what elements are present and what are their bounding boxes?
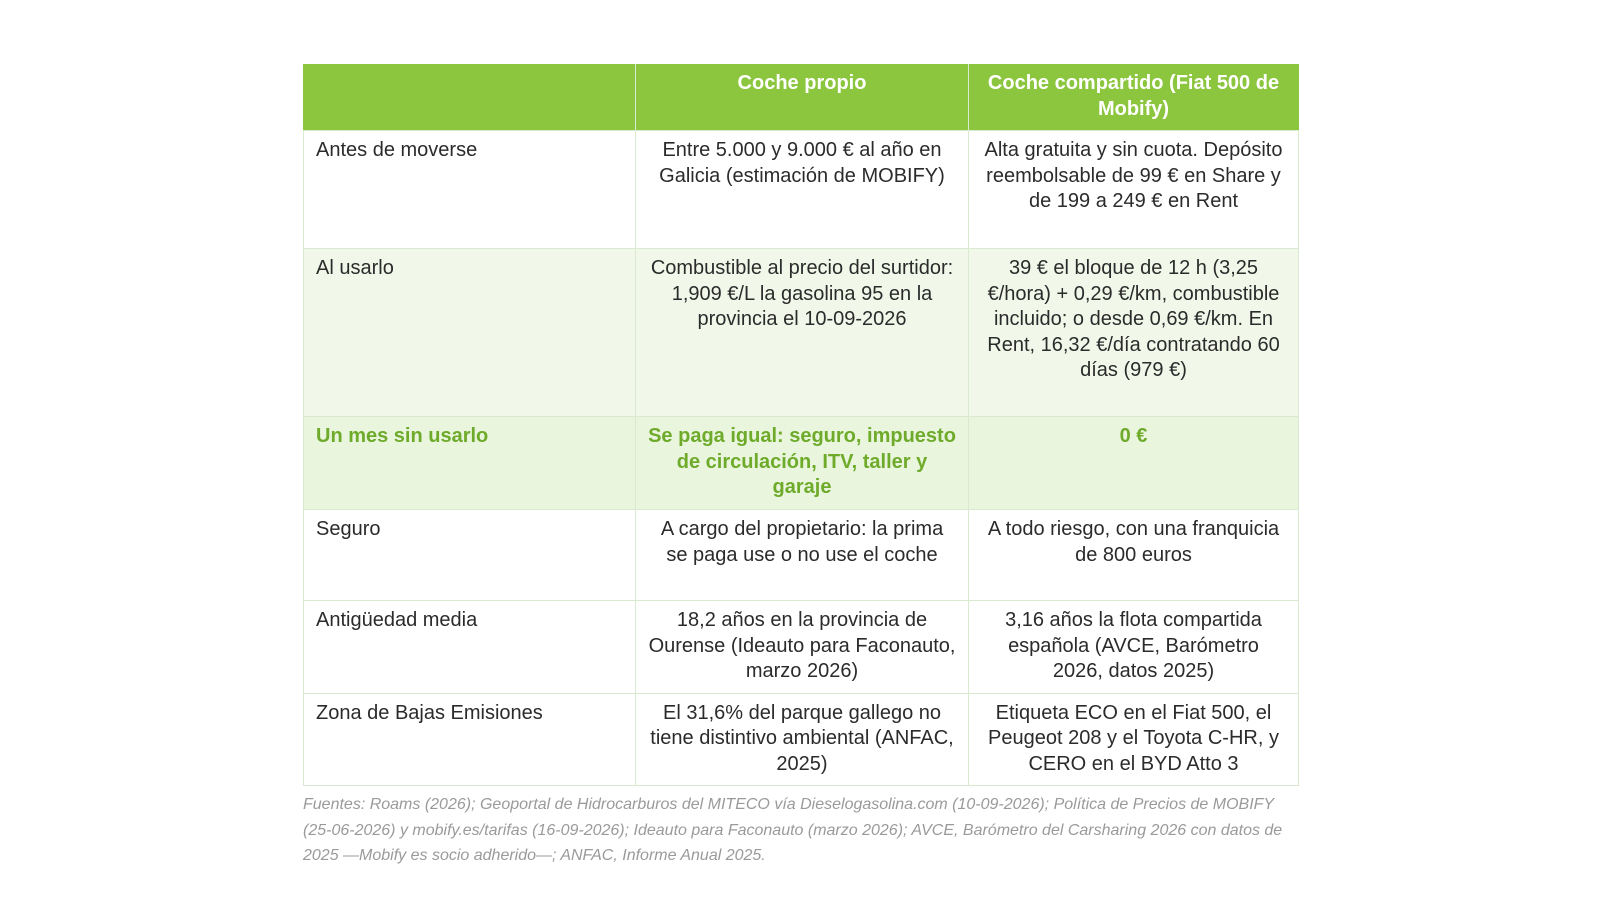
sources-note: Fuentes: Roams (2026); Geoportal de Hidrocarburos del MITECO vía Dieselogasolina.com (10-09-2026); Política de Precios de MOBIFY (25-06-2026) y mobify.es/tarifas (16-09-2026); Ideauto para Faconauto (marzo 2026); AVCE, Barómetro del Carsharing 2026 con datos de 2025 —Mobify es socio adherido—; ANFAC, Informe Anual 2025. [303, 796, 1283, 864]
shared-car-cell: Etiqueta ECO en el Fiat 500, el Peugeot 208 y el Toyota C-HR, y CERO en el BYD Atto 3 [969, 693, 1299, 786]
row-label: Seguro [304, 510, 636, 601]
header-own-car: Coche propio [636, 64, 969, 131]
table-row [304, 601, 1299, 694]
shared-car-cell: A todo riesgo, con una franquicia de 800 euros [969, 510, 1299, 601]
table-header-row [304, 64, 1299, 131]
comparison-table [303, 64, 1299, 786]
shared-car-cell: 0 € [969, 417, 1299, 510]
shared-car-cell: 39 € el bloque de 12 h (3,25 €/hora) + 0,29 €/km, combustible incluido; o desde 0,69 €/km. En Rent, 16,32 €/día contratando 60 días (979 €) [969, 249, 1299, 417]
own-car-cell: Se paga igual: seguro, impuesto de circulación, ITV, taller y garaje [636, 417, 969, 510]
shared-car-cell: Alta gratuita y sin cuota. Depósito reembolsable de 99 € en Share y de 199 a 249 € en Rent [969, 131, 1299, 249]
row-label: Antigüedad media [304, 601, 636, 694]
table-row [304, 510, 1299, 601]
table-row [304, 131, 1299, 249]
table-row [304, 249, 1299, 417]
header-shared-car: Coche compartido (Fiat 500 de Mobify) [969, 64, 1299, 131]
own-car-cell: A cargo del propietario: la prima se paga use o no use el coche [636, 510, 969, 601]
table-row [304, 693, 1299, 786]
table-row-highlight [304, 417, 1299, 510]
row-label: Zona de Bajas Emisiones [304, 693, 636, 786]
row-label: Antes de moverse [304, 131, 636, 249]
row-label: Un mes sin usarlo [304, 417, 636, 510]
shared-car-cell: 3,16 años la flota compartida española (AVCE, Barómetro 2026, datos 2025) [969, 601, 1299, 694]
own-car-cell: Entre 5.000 y 9.000 € al año en Galicia (estimación de MOBIFY) [636, 131, 969, 249]
own-car-cell: 18,2 años en la provincia de Ourense (Ideauto para Faconauto, marzo 2026) [636, 601, 969, 694]
row-label: Al usarlo [304, 249, 636, 417]
own-car-cell: Combustible al precio del surtidor: 1,909 €/L la gasolina 95 en la provincia el 10-09-2026 [636, 249, 969, 417]
own-car-cell: El 31,6% del parque gallego no tiene distintivo ambiental (ANFAC, 2025) [636, 693, 969, 786]
comparison-wrapper [303, 64, 1298, 869]
header-empty [304, 64, 636, 131]
